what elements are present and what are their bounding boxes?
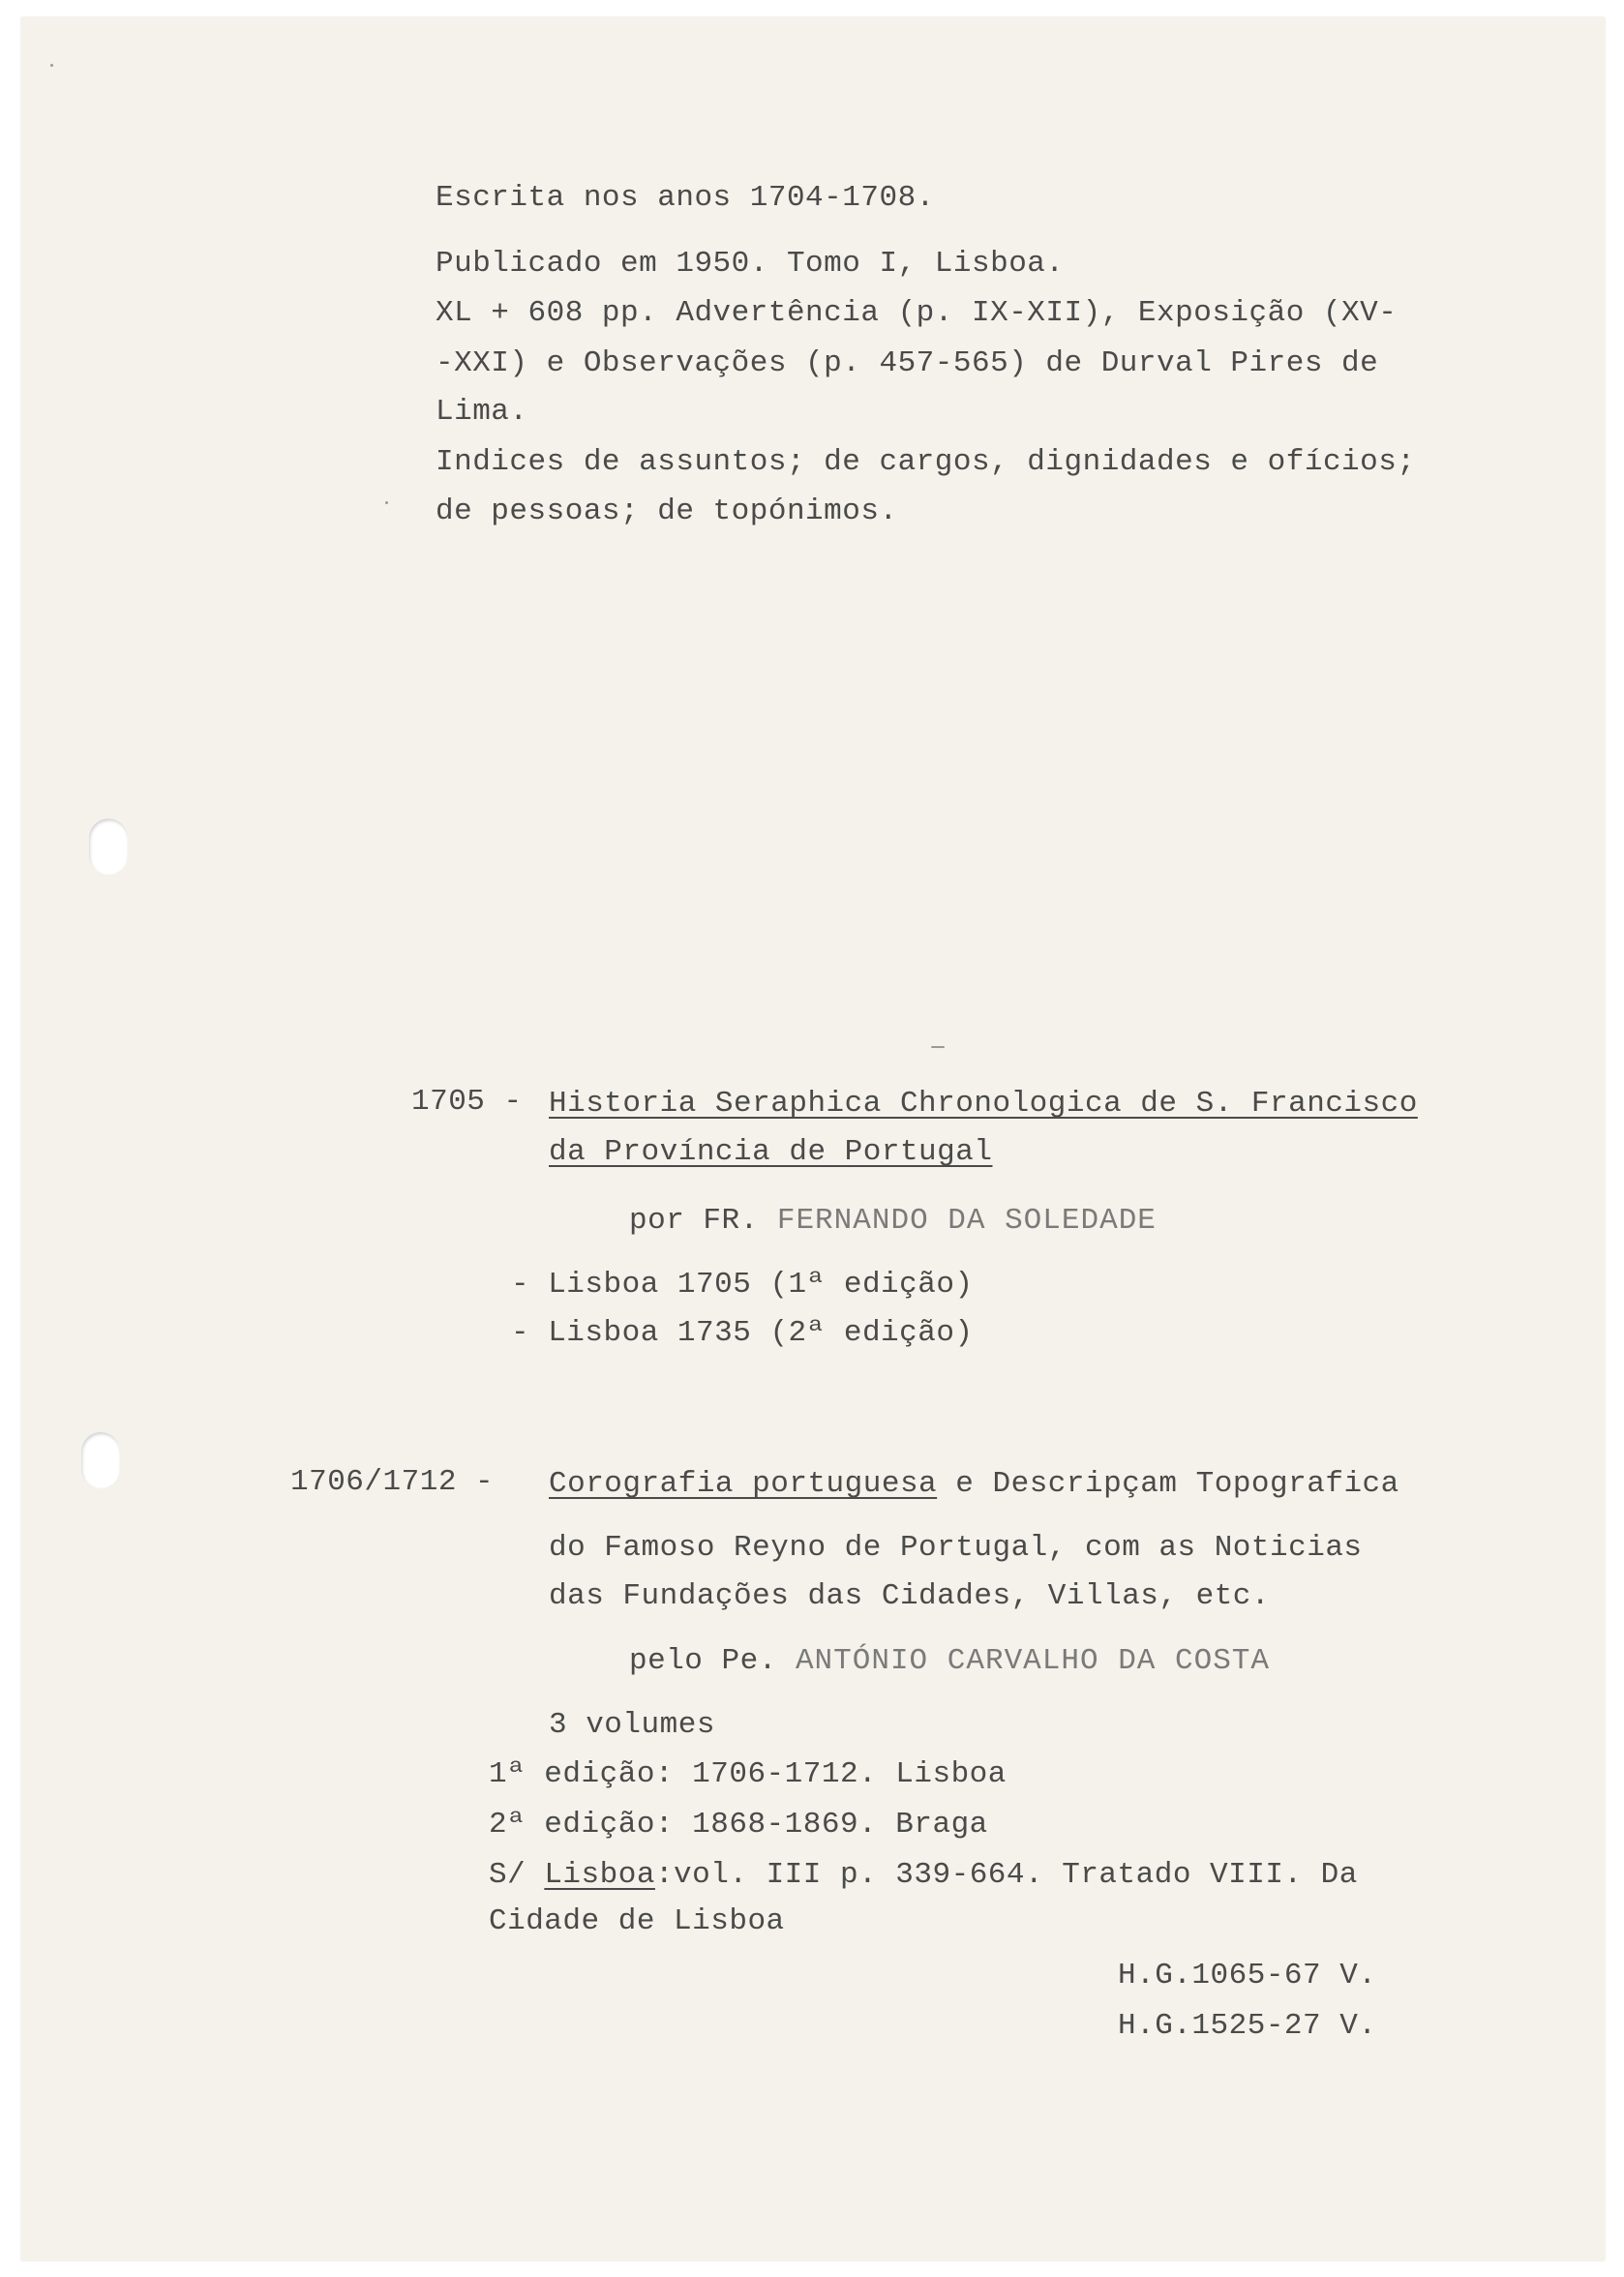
note-place: Lisboa	[544, 1858, 655, 1892]
paper-speck	[50, 64, 53, 67]
entry-year: 1706/1712 -	[290, 1465, 495, 1499]
text-line: Indices de assuntos; de cargos, dignidades e ofícios;	[436, 445, 1416, 479]
text-line: 3 volumes	[549, 1708, 715, 1742]
paper-speck	[931, 1046, 945, 1048]
edition-line: 2ª edição: 1868-1869. Braga	[489, 1808, 988, 1842]
text-line: -XXI) e Observações (p. 457-565) de Durval Pires de	[436, 346, 1379, 380]
text-line: Publicado em 1950. Tomo I, Lisboa.	[436, 247, 1065, 281]
text-line: do Famoso Reyno de Portugal, com as Noticias	[549, 1531, 1363, 1565]
note-prefix: S/	[489, 1858, 526, 1892]
author-prefix: pelo Pe.	[629, 1644, 777, 1678]
edition-line: - Lisboa 1735 (2ª edição)	[511, 1316, 974, 1350]
shelf-reference: H.G.1525-27 V.	[1118, 2009, 1377, 2043]
entry-title: da Província de Portugal	[549, 1135, 993, 1169]
entry-year: 1705 -	[411, 1085, 523, 1119]
title-rest: e Descripçam Topografica	[955, 1467, 1399, 1501]
author-prefix: por FR.	[629, 1204, 759, 1238]
punch-hole-lower	[81, 1432, 120, 1488]
title-underlined: Corografia portuguesa	[549, 1467, 938, 1501]
entry-author	[629, 1202, 1157, 1241]
note-line: Cidade de Lisboa	[489, 1904, 785, 1938]
note-line	[489, 1856, 1358, 1895]
text-line: de pessoas; de topónimos.	[436, 494, 898, 528]
text-line: Escrita nos anos 1704-1708.	[436, 181, 935, 215]
note-rest: :vol. III p. 339-664. Tratado VIII. Da	[654, 1858, 1358, 1892]
author-name: ANTÓNIO CARVALHO DA COSTA	[795, 1644, 1271, 1678]
edition-line: - Lisboa 1705 (1ª edição)	[511, 1268, 974, 1302]
punch-hole-upper	[89, 819, 128, 875]
text-line: Lima.	[436, 395, 528, 429]
text-line: XL + 608 pp. Advertência (p. IX-XII), Exposição (XV-	[436, 296, 1398, 330]
shelf-reference: H.G.1065-67 V.	[1118, 1959, 1377, 1992]
entry-title	[549, 1465, 1399, 1504]
entry-author	[629, 1642, 1270, 1681]
text-line: das Fundações das Cidades, Villas, etc.	[549, 1579, 1271, 1613]
edition-line: 1ª edição: 1706-1712. Lisboa	[489, 1757, 1007, 1791]
paper-speck	[385, 501, 388, 504]
entry-title: Historia Seraphica Chronologica de S. Francisco	[549, 1087, 1418, 1121]
author-name: FERNANDO DA SOLEDADE	[776, 1204, 1157, 1238]
